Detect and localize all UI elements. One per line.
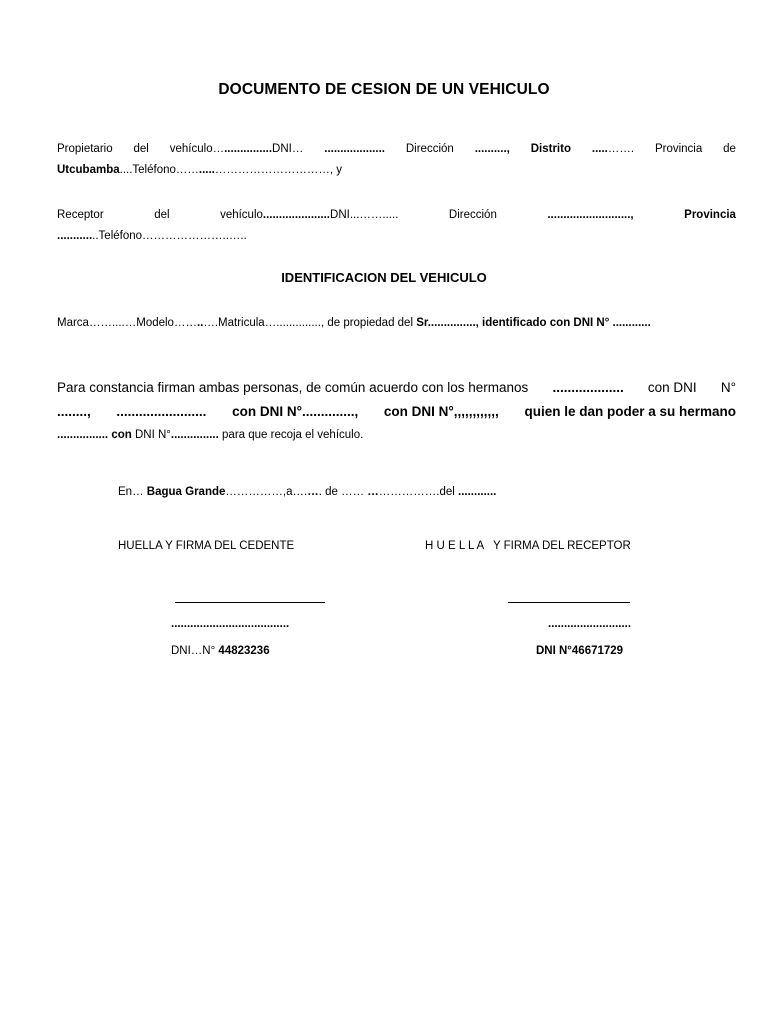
vehicle-owner-name: Sr............... xyxy=(416,317,476,329)
vehicle-owner-dni-blank: ............ xyxy=(612,317,651,329)
receiver-word: Receptor xyxy=(57,209,104,221)
owner-word: Propietario xyxy=(57,143,113,155)
document-title: DOCUMENTO DE CESION DE UN VEHICULO xyxy=(218,81,550,98)
witness-dni: con DNI N°,,,,,,,,,,,, xyxy=(383,404,499,419)
date-dot: … xyxy=(367,486,379,498)
owner-address-blank: .........., xyxy=(474,143,510,155)
dni-right: DNI N°46671729 xyxy=(536,645,624,657)
owner-phone-label: ....Teléfono…… xyxy=(119,164,199,176)
receiver-line-2 xyxy=(57,229,736,243)
date-year-blank: ............ xyxy=(458,486,497,498)
owner-province-label: Provincia xyxy=(654,143,703,155)
vehicle-owner-dni-label: , identificado con DNI N° xyxy=(475,317,610,329)
date-month: . de …… xyxy=(318,486,365,498)
witness-dni: con DNI N°.............., xyxy=(232,404,359,419)
signature-label-right: H U E L L A Y FIRMA DEL RECEPTOR xyxy=(425,540,631,552)
receiver-province-blank: ........... xyxy=(57,230,93,242)
owner-address-label: Dirección xyxy=(405,143,454,155)
signature-line-left xyxy=(175,602,325,603)
receiver-province-label: Provincia xyxy=(684,209,736,221)
signature-line-right xyxy=(508,602,630,603)
vehicle-line xyxy=(57,316,736,330)
receiver-line-1 xyxy=(57,208,736,222)
section-title: IDENTIFICACION DEL VEHICULO xyxy=(281,270,487,285)
owner-word: de xyxy=(723,143,736,155)
vehicle-brand: Marca……....… xyxy=(57,317,137,329)
witness-blank: ........................ xyxy=(116,404,207,419)
receiver-vehicle-dni: vehículo.....................DNI...……..... xyxy=(220,209,399,221)
owner-line-end: …………………………, y xyxy=(214,164,343,176)
dni-left-prefix: DNI…N° xyxy=(171,645,216,657)
witness-blank: ................... xyxy=(552,380,624,395)
owner-line-2 xyxy=(57,163,736,177)
owner-vehicle-dni: vehículo…...............DNI… xyxy=(169,143,304,155)
witness-blank: ........, xyxy=(57,404,91,419)
witness-dni-label: con DNI xyxy=(647,380,697,395)
witness-end-text: para que recoja el vehículo. xyxy=(222,429,364,441)
receiver-phone-label: ..Teléfono…………………..….. xyxy=(92,230,247,242)
owner-dni-blank: ................... xyxy=(324,143,385,155)
signature-name-right: .......................... xyxy=(548,618,632,630)
witness-blank: ................ xyxy=(57,429,109,441)
witness-dni-no: N° xyxy=(720,380,736,395)
receiver-address-label: Dirección xyxy=(448,209,497,221)
signature-label-left: HUELLA Y FIRMA DEL CEDENTE xyxy=(118,540,295,552)
witness-line-1 xyxy=(57,380,736,396)
dni-left-value: 44823236 xyxy=(218,645,270,657)
receiver-word: del xyxy=(154,209,170,221)
vehicle-plate: ….Matricula… xyxy=(203,317,277,329)
witness-dni-blank: ............... xyxy=(170,429,219,441)
owner-phone-blank: ..... xyxy=(198,164,215,176)
owner-district-blank: .....……. xyxy=(591,143,635,155)
place-name: Bagua Grande xyxy=(146,486,226,498)
witness-text: Para constancia firman ambas personas, de común acuerdo con los hermanos xyxy=(57,380,529,395)
witness-line-2 xyxy=(57,404,736,420)
vehicle-model-blank: .. xyxy=(196,317,204,329)
date-dot: … xyxy=(307,486,319,498)
owner-word: del xyxy=(133,143,149,155)
owner-province-value: Utcubamba xyxy=(57,164,120,176)
vehicle-owner-label: , de propiedad del xyxy=(320,317,414,329)
witness-line-3 xyxy=(57,428,736,442)
place-date-line xyxy=(118,485,718,499)
receiver-address-blank: .........................., xyxy=(547,209,634,221)
signature-name-left: ..................................... xyxy=(171,618,290,630)
place-prefix: En… xyxy=(118,486,144,498)
owner-district-label: Distrito xyxy=(530,143,571,155)
vehicle-model: Modelo…… xyxy=(136,317,197,329)
witness-dni-label: DNI N° xyxy=(134,429,171,441)
date-year-label: …………….del xyxy=(378,486,455,498)
owner-line-1 xyxy=(57,142,736,156)
dni-left xyxy=(171,645,270,657)
vehicle-plate-blank: .............. xyxy=(276,317,321,329)
witness-con: con xyxy=(111,429,132,441)
date-day: ……………,a…. xyxy=(225,486,308,498)
witness-power-text: quien le dan poder a su hermano xyxy=(524,404,736,419)
